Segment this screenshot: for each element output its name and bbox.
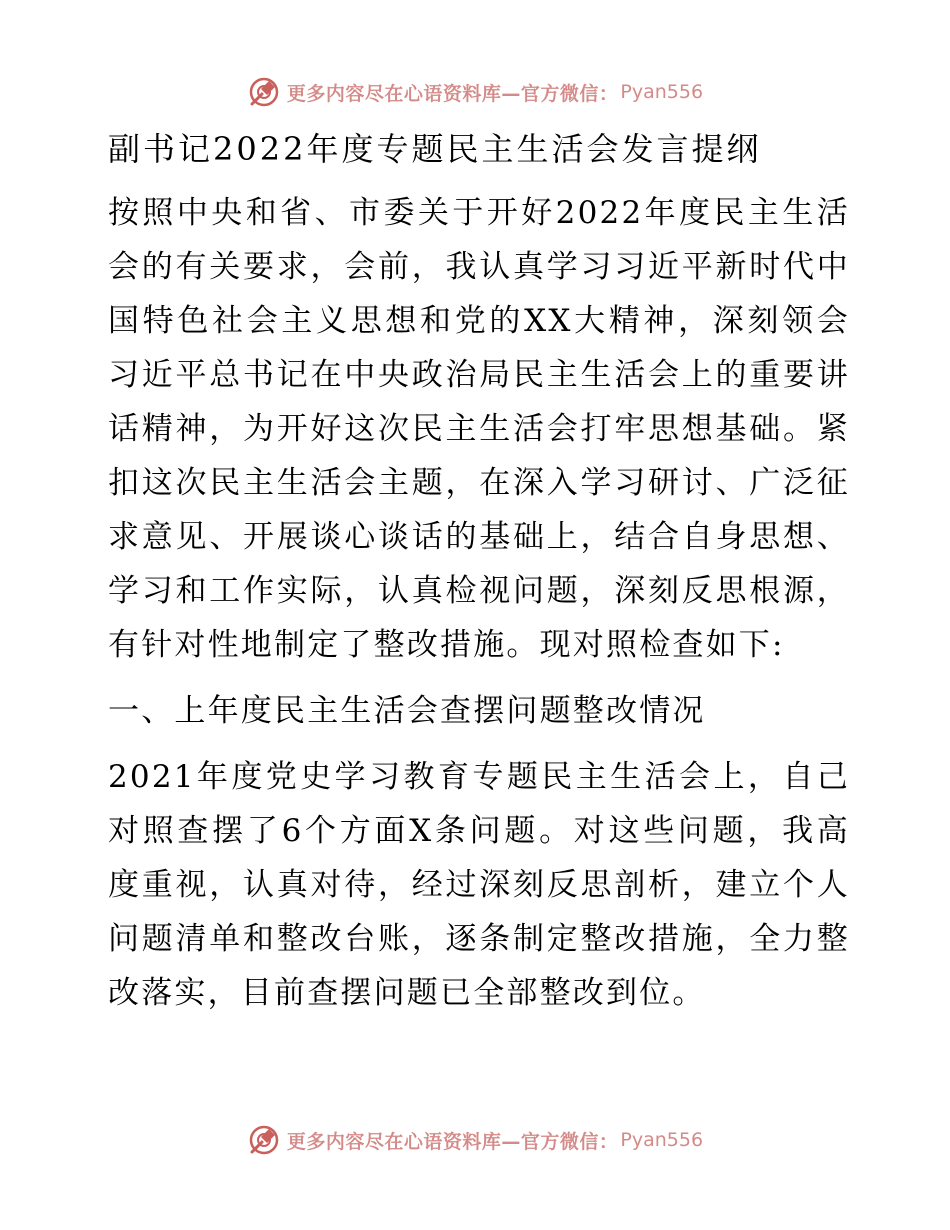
pen-logo-icon [247, 75, 281, 109]
watermark-text: 更多内容尽在心语资料库—官方微信： [286, 82, 619, 105]
watermark-wechat-id: Pyan556 [620, 81, 704, 103]
document-body [98, 122, 850, 1020]
section-heading-1: 一、上年度民主生活会查摆问题整改情况 [108, 693, 706, 729]
document-title: 副书记2022年度专题民主生活会发言提纲 [108, 130, 762, 168]
watermark-footer [0, 1120, 950, 1160]
intro-paragraph: 按照中央和省、市委关于开好2022年度民主生活会的有关要求，会前，我认真学习习近平新时代中国特色社会主义思想和党的XX大精神，深刻领会习近平总书记在中央政治局民主生活会上的重要讲话精神，为开好这次民主生活会打牢思想基础。紧扣这次民主生活会主题，在深入学习研讨、广泛征求意见、开展谈心谈话的基础上，结合自身思想、学习和工作实际，认真检视问题，深刻反思根源，有针对性地制定了整改措施。现对照检查如下: [108, 195, 850, 663]
pen-logo-icon [247, 1123, 281, 1157]
watermark-wechat-id: Pyan556 [620, 1129, 704, 1151]
rectification-paragraph: 2021年度党史学习教育专题民主生活会上，自己对照查摆了6个方面X条问题。对这些问题，我高度重视，认真对待，经过深刻反思剖析，建立个人问题清单和整改台账，逐条制定整改措施，全力整改落实，目前查摆问题已全部整改到位。 [108, 759, 850, 1011]
watermark-text: 更多内容尽在心语资料库—官方微信： [286, 1130, 619, 1153]
watermark-header [0, 72, 950, 112]
